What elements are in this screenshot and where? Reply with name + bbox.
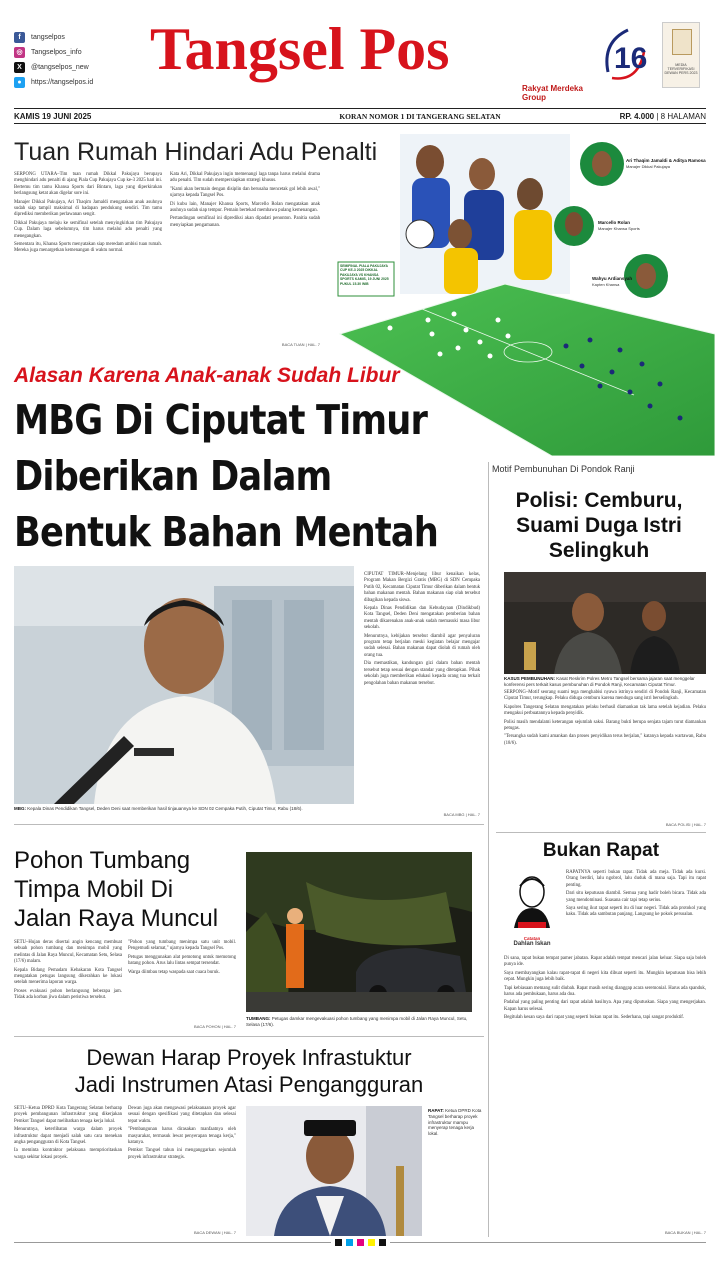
council-headline[interactable] xyxy=(14,1044,484,1098)
columnist-label: Catatan xyxy=(523,936,541,941)
sport-paragraph: Kata Ari, Dikkal Pakujaya ingin memenangi laga tanpa harus melalui drama adu penalti. Tim sudah mempersiapkan strategi khusus. xyxy=(170,172,320,184)
crime-photo xyxy=(504,572,706,674)
column-paragraph: Saya membayangkan kalau rapat-rapat di negeri kita dibuat seperti itu. Mungkin keputusan bisa lebih cepat. Mungkin juga lebih baik. xyxy=(504,970,706,983)
column-paragraph: Tapi kebiasaan memang sulit diubah. Rapat masih sering dianggap acara seremonial. Harus ada spanduk, harus ada pembukaan, harus ada doa. xyxy=(504,985,706,998)
tree-column-1 xyxy=(14,940,122,1004)
column-paragraph: Padahal yang paling penting dari rapat adalah hasilnya. Apa yang diputuskan. Siapa yang mengerjakan. Kapan harus selesai. xyxy=(504,1000,706,1012)
crime-paragraph: Kapolres Tangerang Selatan mengatakan pelaku berhasil diamankan tak lama setelah kejadian. Pelaku mengakui perbuatannya kepada penyidik. xyxy=(504,704,706,717)
crime-photo-caption xyxy=(504,676,706,688)
sport-paragraph: SERPONG UTARA–Tim tuan rumah Dikkal Pakujaya berupaya menghindari adu penalti di ajang Piala Cup Pakujaya Cup ke-3 2025 hari ini. Bertemu tim tamu Khansa Sports dari Bintaro, laga yang diperkirakan berlangsung ketat akan digelar sore ini. xyxy=(14,172,162,197)
sport-paragraph: Di kubu lain, Manajer Khansa Sports, Marcello Rolan mengatakan anak asuhnya sudah siap tempur. Pemain bertekad membawa pulang kemenangan. xyxy=(170,201,320,214)
caption-text: Ketua DPRD Kota Tangsel berharap proyek infrastruktur mampu menyerap tenaga kerja lokal. xyxy=(428,1108,482,1137)
social-label: https://tangselpos.id xyxy=(31,79,94,86)
person-role-1: Manajer Dikkal Pakujaya xyxy=(626,164,671,169)
caption-text: Petugas damkar mengevakuasi pohon tumbang yang menimpa mobil di Jalan Raya Muncul, Setu, Selasa (17/6). xyxy=(246,1016,468,1027)
main-paragraph: Menurutnya, kebijakan tersebut diambil agar penyaluran program tetap berjalan meski kegiatan belajar mengajar sudah selesai. Bahan makanan dapat diolah di rumah oleh orang tua. xyxy=(364,633,480,658)
social-label: @tangselpos_new xyxy=(31,64,89,71)
caption-text: Kepala Dinas Pendidikan Tangsel, Deden Deni saat memberikan hasil tinjauannya ke SDN 02 Cempaka Putih, Ciputat Timur, Rabu (18/6). xyxy=(27,806,303,811)
sport-column-2 xyxy=(170,172,320,231)
council-jump-link[interactable]: BACA DEWAN | HAL. 7 xyxy=(193,1230,236,1235)
main-paragraph: Dia memastikan, kandungan gizi dalam bahan mentah tersebut tetap sesuai dengan standar yang ditetapkan. Pihak sekolah juga memberikan edukasi kepada orang tua terkait pengolahan bahan makanan tersebut. xyxy=(364,661,480,686)
columnist-name: Dahlan Iskan xyxy=(513,940,551,947)
social-links xyxy=(14,30,144,90)
sport-jump-link[interactable]: BACA TUAN | HAL. 7 xyxy=(281,342,320,347)
match-info: SEMIFINAL PIALA PAKUJAYA CUP KE-3 2025 DIKKAL PAKUJAYA VS KHANSA SPORTS KAMIS, 19 JUNI 2025 PUKUL 15.30 WIB xyxy=(340,264,389,286)
crime-headline[interactable]: Polisi: Cemburu, Suami Duga Istri Selingkuh xyxy=(515,489,683,562)
main-headline-line: Diberikan Dalam xyxy=(14,452,332,500)
tree-paragraph: SETU–Hujan deras disertai angin kencang membuat sebuah pohon tumbang dan menimpa mobil yang melintas di Jalan Raya Muncul, Kecamatan Setu, Selasa (17/6) malam. xyxy=(14,940,122,965)
color-swatch-magenta xyxy=(357,1239,364,1246)
person-role-3: Kapten Khansa xyxy=(592,282,620,287)
social-x[interactable] xyxy=(14,60,144,75)
main-headline[interactable] xyxy=(14,392,496,560)
column-paragraph: Dari situ keputusan diambil. Semua yang hadir boleh bicara. Tidak ada yang mendominasi. Suasana cair tapi tetap serius. xyxy=(566,891,706,903)
masthead xyxy=(0,0,720,108)
anniversary-number: 16 xyxy=(614,42,648,75)
seal-icon xyxy=(672,29,692,55)
tree-column-2 xyxy=(128,940,236,978)
caption-text: Kasat Reskrim Polres Metro Tangsel bersama jajaran saat menggelar konferensi pers terkait kasus pembunuhan di Pondok Ranji, Kecamatan Ciputat Timur. xyxy=(504,676,695,687)
divider xyxy=(14,1036,484,1037)
caption-label: TUMBANG: xyxy=(246,1016,271,1021)
sport-paragraph: Pertandingan semifinal ini diprediksi akan dipadati penonton. Panitia sudah menyiapkan pengamanan. xyxy=(170,216,320,228)
issue-date: KAMIS 19 JUNI 2025 xyxy=(14,111,92,121)
badge-text: MEDIA TERVERIFIKASI DEWAN PERS 2023 xyxy=(664,63,698,75)
person-name-3: Wahyu Ardiansyah xyxy=(592,276,633,281)
players-photo xyxy=(400,134,570,294)
tree-jump-link[interactable]: BACA POHON | HAL. 7 xyxy=(194,1024,236,1029)
price-value: RP. 4.000 xyxy=(619,111,655,121)
council-paragraph: Dewan juga akan mengawasi pelaksanaan proyek agar sesuai dengan spesifikasi yang ditetapkan dan selesai tepat waktu. xyxy=(128,1106,236,1124)
tree-headline-line: Timpa Mobil Di xyxy=(14,876,174,903)
slogan: KORAN NOMOR 1 DI TANGERANG SELATAN xyxy=(339,111,501,121)
sport-paragraph: Sementara itu, Khansa Sports menyatakan siap meredam ambisi tuan rumah. Mereka juga menargetkan kemenangan di waktu normal. xyxy=(14,242,162,254)
person-name-2: Marcello Rolan xyxy=(598,220,631,225)
tree-paragraph: Warga diimbau tetap waspada saat cuaca buruk. xyxy=(128,969,220,975)
sport-paragraph: Manajer Dikkal Pakujaya, Ari Thaqim Jamaldi mengatakan anak asuhnya sudah siap tampil maksimal di hadapan pendukung sendiri. Tim tamu diprediksi memberikan perlawanan sengit. xyxy=(14,199,162,218)
sport-paragraph: "Kami akan bermain dengan disiplin dan berusaha mencetak gol lebih awal," ujarnya kepada Tangsel Pos. xyxy=(170,186,320,199)
crime-paragraph: "Tersangka sudah kami amankan dan proses penyidikan terus berjalan," katanya kepada wartawan, Rabu (18/6). xyxy=(504,734,706,746)
sport-column-1 xyxy=(14,172,162,257)
newspaper-name: Tangsel Pos xyxy=(150,16,450,82)
sport-paragraph: Dikkal Pakujaya melaju ke semifinal setelah menyingkirkan tim Pakujaya Cup. Dalam laga sebelumnya, tim harus melalui adu penalti yang menegangkan. xyxy=(14,220,162,239)
anniversary-logo xyxy=(598,22,652,88)
main-jump-link[interactable]: BACA MBG | HAL. 7 xyxy=(443,812,480,817)
column-divider xyxy=(488,462,489,1237)
price xyxy=(596,112,706,121)
tree-headline[interactable] xyxy=(14,846,244,933)
tree-headline-line: Pohon Tumbang xyxy=(14,847,191,874)
council-paragraph: Ia meminta kontraktor pelaksana memprioritaskan warga sekitar lokasi proyek. xyxy=(14,1148,122,1160)
council-paragraph: "Pembangunan harus dirasakan manfaatnya oleh masyarakat, termasuk lewat penyerapan tenaga kerja," katanya. xyxy=(128,1127,236,1146)
page-count: | 8 HALAMAN xyxy=(656,111,706,121)
council-column-1 xyxy=(14,1106,122,1163)
columnist xyxy=(504,936,560,948)
main-photo-caption xyxy=(14,806,354,812)
crime-kicker: Motif Pembunuhan Di Pondok Ranji xyxy=(492,464,635,474)
column-headline[interactable]: Bukan Rapat xyxy=(542,840,660,861)
newspaper-logo xyxy=(150,16,590,102)
newspaper-group: Rakyat Merdeka Group xyxy=(522,84,583,102)
social-label: tangselpos xyxy=(31,34,65,41)
column-jump-link[interactable]: BACA BUKAN | HAL. 7 xyxy=(664,1230,706,1235)
council-photo xyxy=(246,1106,422,1236)
facebook-icon: f xyxy=(14,32,25,43)
print-color-bar xyxy=(14,1238,706,1246)
caption-label: KASUS PEMBUNUHAN: xyxy=(504,676,556,681)
x-icon: X xyxy=(14,62,25,73)
column-paragraph: Saya sering ikut rapat seperti itu di luar negeri. Tidak ada protokol yang kaku. Tidak ada sambutan panjang. Langsung ke pokok persoalan. xyxy=(566,906,706,918)
main-kicker: Alasan Karena Anak-anak Sudah Libur xyxy=(14,364,400,387)
crime-paragraph: SERPONG–Motif seorang suami tega menghabisi nyawa istrinya sendiri di Pondok Ranji, Kecamatan Ciputat Timur, terungkap. Pelaku diduga cemburu karena menduga sang istri berselingkuh. xyxy=(504,690,706,702)
council-paragraph: Pemkot Tangsel tahun ini menganggarkan sejumlah proyek infrastruktur strategis. xyxy=(128,1148,236,1160)
caption-label: RAPAT: xyxy=(428,1108,444,1113)
column-paragraph: Begitulah kesan saya dari rapat yang seperti bukan rapat itu. Sederhana, tapi sangat produktif. xyxy=(504,1015,685,1021)
divider xyxy=(496,832,706,833)
color-swatch-cyan xyxy=(346,1239,353,1246)
social-facebook[interactable] xyxy=(14,30,144,45)
crime-jump-link[interactable]: BACA POLISI | HAL. 7 xyxy=(665,822,706,827)
main-photo xyxy=(14,566,354,804)
main-paragraph: Kepala Dinas Pendidikan dan Kebudayaan (Dindikbud) Kota Tangsel, Deden Deni mengatakan pemberian bahan mentah dikarenakan anak-anak sudah memasuki masa libur sekolah. xyxy=(364,606,480,631)
social-website[interactable] xyxy=(14,75,144,90)
press-badge xyxy=(662,22,700,88)
tree-photo xyxy=(246,852,472,1012)
tree-paragraph: Petugas menggunakan alat pemotong untuk memotong batang pohon. Arus lalu lintas sempat tersendat. xyxy=(128,954,236,967)
main-headline-line: MBG Di Ciputat Timur xyxy=(14,396,428,444)
main-headline-line: Bentuk Bahan Mentah xyxy=(14,508,439,556)
column-body xyxy=(504,956,706,1024)
color-swatch-yellow xyxy=(368,1239,375,1246)
color-swatch-black xyxy=(379,1239,386,1246)
tree-paragraph: Kepala Bidang Pemadam Kebakaran Kota Tangsel mengatakan petugas langsung dikerahkan ke lokasi setelah menerima laporan warga. xyxy=(14,967,122,986)
person-name-1: Ari Thaqim Jamaldi & Aditya Ramosa xyxy=(626,158,706,163)
dateline xyxy=(14,108,706,124)
council-headline-line: Dewan Harap Proyek Infrastuktur xyxy=(86,1045,412,1070)
caption-label: MBG: xyxy=(14,806,26,811)
column-body-top xyxy=(566,870,706,921)
tree-paragraph: "Pohon yang tumbang menimpa satu unit mobil. Pengemudi selamat," ujarnya kepada Tangsel Pos. xyxy=(128,940,236,952)
tree-photo-caption xyxy=(246,1016,472,1028)
sport-headline[interactable]: Tuan Rumah Hindari Adu Penalti xyxy=(14,138,378,166)
tree-paragraph: Proses evakuasi pohon berlangsung beberapa jam. Tidak ada korban jiwa dalam peristiwa tersebut. xyxy=(14,988,122,1001)
council-paragraph: SETU–Ketua DPRD Kota Tangerang Selatan berharap proyek pembangunan infrastruktur yang dikerjakan Pemkot Tangsel dapat melibatkan tenaga kerja lokal. xyxy=(14,1106,122,1124)
column-paragraph: Di sana, rapat bukan tempat pamer jabatan. Rapat adalah tempat mencari jalan keluar. Siapa saja boleh punya ide. xyxy=(504,956,706,968)
crime-paragraph: Polisi masih mendalami keterangan sejumlah saksi. Barang bukti berupa senjata tajam turut diamankan petugas. xyxy=(504,719,706,732)
columnist-portrait xyxy=(504,870,560,934)
divider xyxy=(14,824,484,825)
globe-icon: ● xyxy=(14,77,25,88)
council-column-2 xyxy=(128,1106,236,1163)
social-label: Tangselpos_info xyxy=(31,49,82,56)
person-role-2: Manajer Khansa Sports xyxy=(598,226,640,231)
main-body xyxy=(364,572,480,689)
main-paragraph: CIPUTAT TIMUR–Menjelang libur kenaikan kelas, Program Makan Bergizi Gratis (MBG) di SDN Cempaka Putih 02, Kecamatan Ciputat Timur diberikan dalam bentuk bahan makanan mentah. Bahan makanan siap olah tersebut dibagikan kepada siswa. xyxy=(364,572,480,603)
social-instagram[interactable] xyxy=(14,45,144,60)
instagram-icon: ◎ xyxy=(14,47,25,58)
crime-body xyxy=(504,690,706,749)
council-headline-line: Jadi Instrumen Atasi Pengangguran xyxy=(74,1072,424,1097)
tree-headline-line: Jalan Raya Muncul xyxy=(14,905,219,932)
council-paragraph: Menurutnya, keterlibatan warga dalam proyek infrastruktur dapat menjadi salah satu cara menekan angka pengangguran di Kota Tangsel. xyxy=(14,1127,122,1146)
column-paragraph: RAPATNYA seperti bukan rapat. Tidak ada meja. Tidak ada kursi. Orang berdiri, lalu ngobrol, lalu duduk di mana saja. Tapi itu rapat penting. xyxy=(566,870,706,888)
council-photo-caption xyxy=(428,1108,484,1137)
color-swatch-black xyxy=(335,1239,342,1246)
